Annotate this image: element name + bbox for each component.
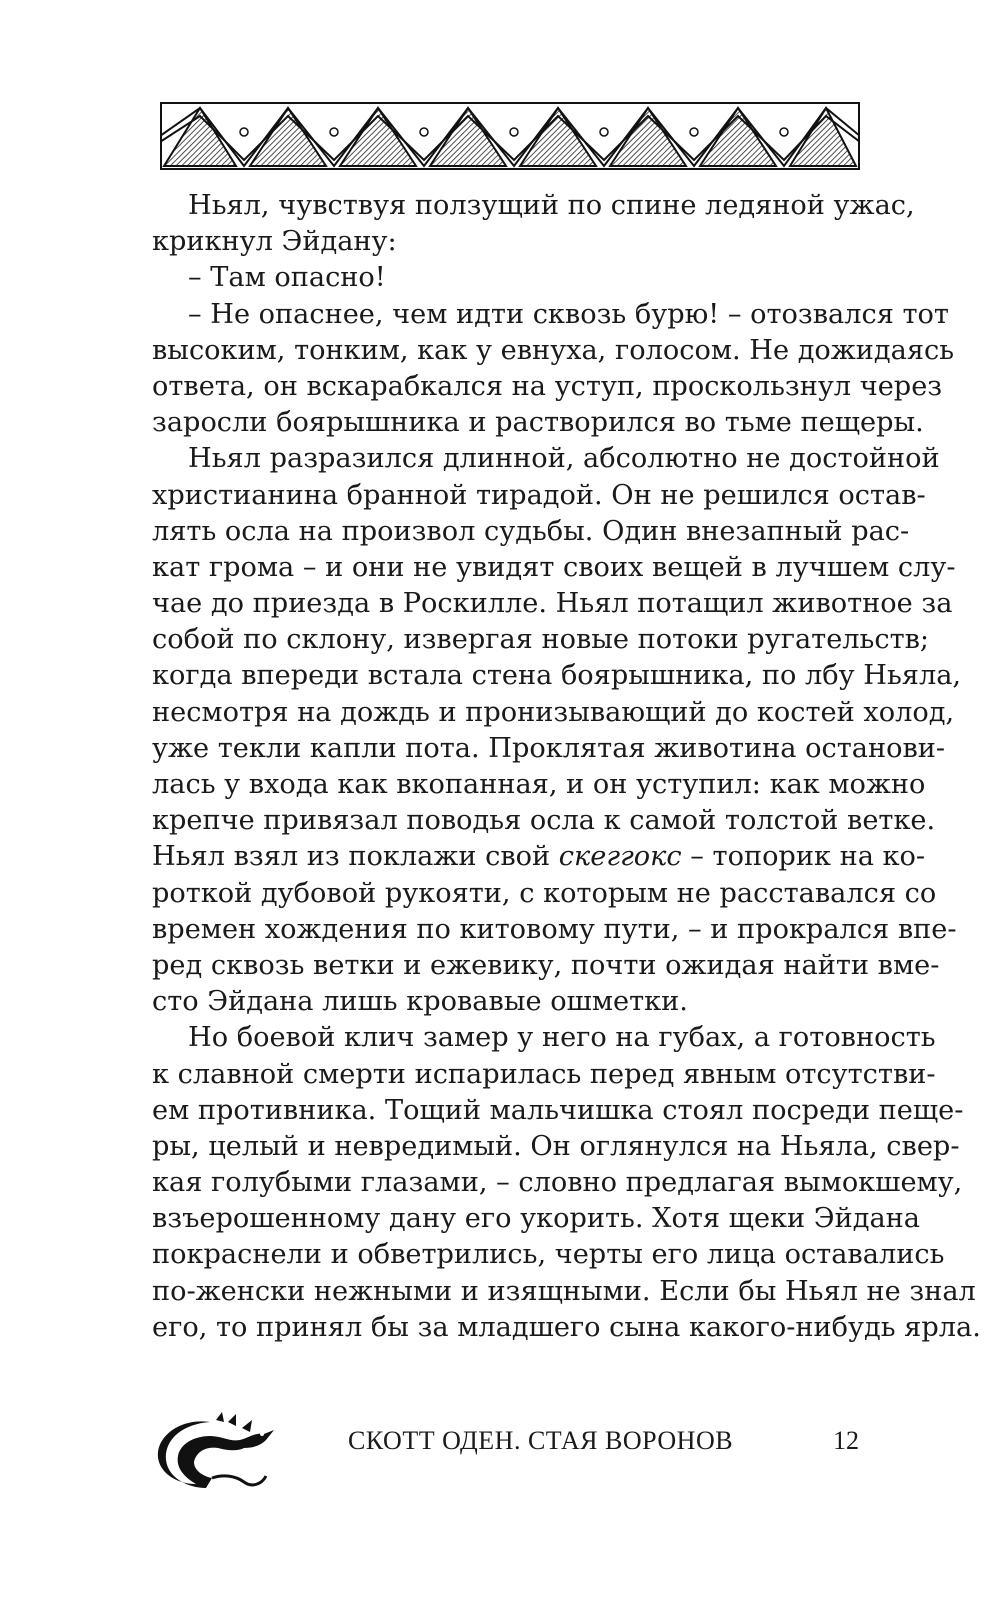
text-line: ры, целый и невредимый. Он оглянулся на Ньяла, свер- (152, 1130, 960, 1162)
text-line: крикнул Эйдану: (152, 226, 397, 258)
text-line: христианина бранной тирадой. Он не решился остав- (152, 479, 926, 511)
text-line: Ньял, чувствуя ползущий по спине ледяной ужас, (188, 190, 915, 221)
text-line: роткой дубовой рукояти, с которым не расставался со (152, 877, 937, 909)
text-line: Ньял разразился длинной, абсолютно не достойной (188, 443, 940, 475)
text-line: чае до приезда в Роскилле. Ньял потащил животное за (152, 588, 953, 620)
text-line: его, то принял бы за младшего сына какого-нибудь ярла. (152, 1311, 981, 1343)
text-line: собой по склону, извергая новые потоки ругательств; (152, 624, 930, 656)
text-line: – Не опаснее, чем идти сквозь бурю! – отозвался тот (188, 298, 949, 330)
text-line: взъерошенному дану его укорить. Хотя щеки Эйдана (152, 1203, 920, 1235)
page-footer (152, 1400, 867, 1490)
text-line: заросли боярышника и растворился во тьме пещеры. (152, 407, 924, 439)
page-number: 12 (833, 1426, 859, 1455)
text-line: кая голубыми глазами, – словно предлагая вымокшему, (152, 1167, 963, 1199)
text-line: уже текли капли пота. Проклятая животина останови- (152, 732, 946, 764)
text-line: несмотря на дождь и пронизывающий до костей холод, (152, 696, 955, 728)
dragon-icon (152, 1412, 277, 1490)
text-line: Но боевой клич замер у него на губах, а готовность (188, 1022, 936, 1054)
text-line: лять осла на произвол судьбы. Один внезапный рас- (152, 515, 910, 547)
text-line: к славной смерти испарилась перед явным отсутстви- (152, 1058, 936, 1090)
text-line: – Там опасно! (188, 262, 386, 294)
norse-knotwork-border-icon (160, 102, 860, 170)
text-line: крепче привязал поводья осла к самой толстой ветке. (152, 805, 936, 837)
text-line: ем противника. Тощий мальчишка стоял посреди пеще- (152, 1094, 964, 1126)
text-line: по-женски нежными и изящными. Если бы Ньял не знал (152, 1275, 976, 1307)
text-line: кат грома – и они не увидят своих вещей в лучшем слу- (152, 551, 956, 583)
text-line: времен хождения по китовому пути, – и прокрался впе- (152, 913, 957, 945)
italic-term: скеггокс (558, 841, 682, 873)
text-line: лась у входа как вкопанная, и он уступил: как можно (152, 769, 926, 800)
running-title: СКОТТ ОДЕН. СТАЯ ВОРОНОВ (348, 1426, 734, 1455)
body-text (152, 188, 981, 1346)
text-line: покраснели и обветрились, черты его лица оставались (152, 1239, 945, 1271)
text-line: ред сквозь ветки и ежевику, почти ожидая найти вме- (152, 949, 940, 981)
text-line: высоким, тонким, как у евнуха, голосом. Не дожидаясь (152, 334, 955, 366)
text-line: Ньял взял из поклажи свой скеггокс – топорик на ко- (152, 841, 926, 873)
text-line: когда впереди встала стена боярышника, по лбу Ньяла, (152, 660, 962, 692)
text-line: ответа, он вскарабкался на уступ, проскользнул через (152, 370, 943, 402)
text-line: сто Эйдана лишь кровавые ошметки. (152, 986, 688, 1018)
